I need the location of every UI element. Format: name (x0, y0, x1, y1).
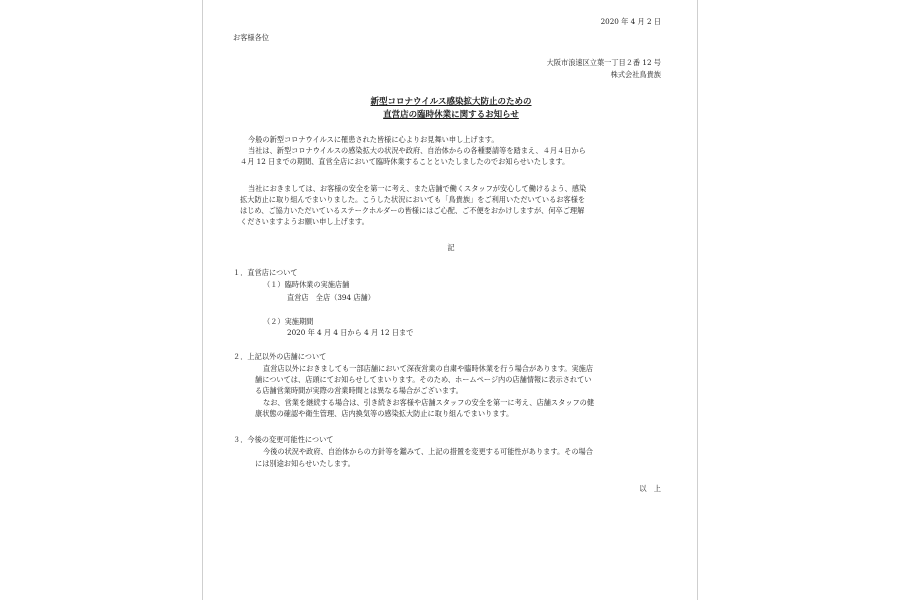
section-1-sub-2-value: 2020 年 4 月 4 日から 4 月 12 日まで (287, 328, 414, 337)
document-page (202, 0, 698, 600)
section-2-line-2: 舗については、店頭にてお知らせしてまいります。そのため、ホームページ内の店舗情報に表示されてい (255, 375, 592, 384)
section-2-heading: ２．上記以外の店舗について (233, 352, 327, 361)
sender-address: 大阪市浪速区立葉一丁目２番 12 号 (546, 58, 661, 67)
document-date: 2020 年 4 月 2 日 (600, 17, 661, 26)
intro-paragraph-1: 今般の新型コロナウイルスに罹患された皆様に心よりお見舞い申し上げます。 (248, 135, 499, 144)
section-2-line-3: る店舗営業時間が実際の営業時間とは異なる場合がございます。 (255, 386, 463, 395)
section-1-sub-1-heading: （１）臨時休業の実施店舗 (263, 280, 350, 289)
addressee: お客様各位 (233, 33, 269, 42)
safety-line-3: はじめ、ご協力いただいているステークホルダーの皆様にはご心配、ご不便をおかけしますが、何卒ご理解 (240, 206, 585, 215)
section-2-line-4: なお、営業を継続する場合は、引き続きお客様や店舗スタッフの安全を第一に考え、店舗スタッフの健 (263, 398, 595, 407)
section-2-line-5: 康状態の確認や衛生管理、店内換気等の感染拡大防止に取り組んでまいります。 (255, 409, 514, 418)
closing-mark: 以 上 (639, 484, 661, 493)
section-3-line-2: には別途お知らせいたします。 (255, 459, 355, 468)
section-1-sub-2-heading: （２）実施期間 (263, 317, 314, 326)
section-3-heading: ３．今後の変更可能性について (233, 435, 334, 444)
intro-paragraph-2-line-1: 当社は、新型コロナウイルスの感染拡大の状況や政府、自治体からの各種要請等を踏まえ、４月４日から (248, 146, 586, 155)
ki-marker: 記 (447, 243, 455, 252)
title-line-1: 新型コロナウイルス感染拡大防止のための (370, 97, 532, 107)
section-2-line-1: 直営店以外におきましても一部店舗において深夜営業の自粛や臨時休業を行う場合があります。実施店 (263, 364, 594, 373)
safety-line-4: くださいますようお願い申し上げます。 (240, 217, 369, 226)
title-line-2: 直営店の臨時休業に関するお知らせ (383, 110, 519, 120)
section-1-sub-1-value: 直営店 全店（394 店舗） (287, 293, 375, 302)
safety-line-1: 当社におきましては、お客様の安全を第一に考え、また店舗で働くスタッフが安心して働けるよう、感染 (248, 184, 587, 193)
intro-paragraph-2-line-2: ４月 12 日までの期間、直営全店において臨時休業することといたしましたのでお知らせいたします。 (240, 157, 570, 166)
section-3-line-1: 今後の状況や政府、自治体からの方針等を鑑みて、上記の措置を変更する可能性があります。その場合 (263, 447, 593, 456)
safety-line-2: 拡大防止に取り組んでまいりました。こうした状況においても「鳥貴族」をご利用いただいているお客様を (240, 195, 586, 204)
section-1-heading: １．直営店について (233, 268, 298, 277)
sender-company: 株式会社鳥貴族 (610, 70, 661, 79)
